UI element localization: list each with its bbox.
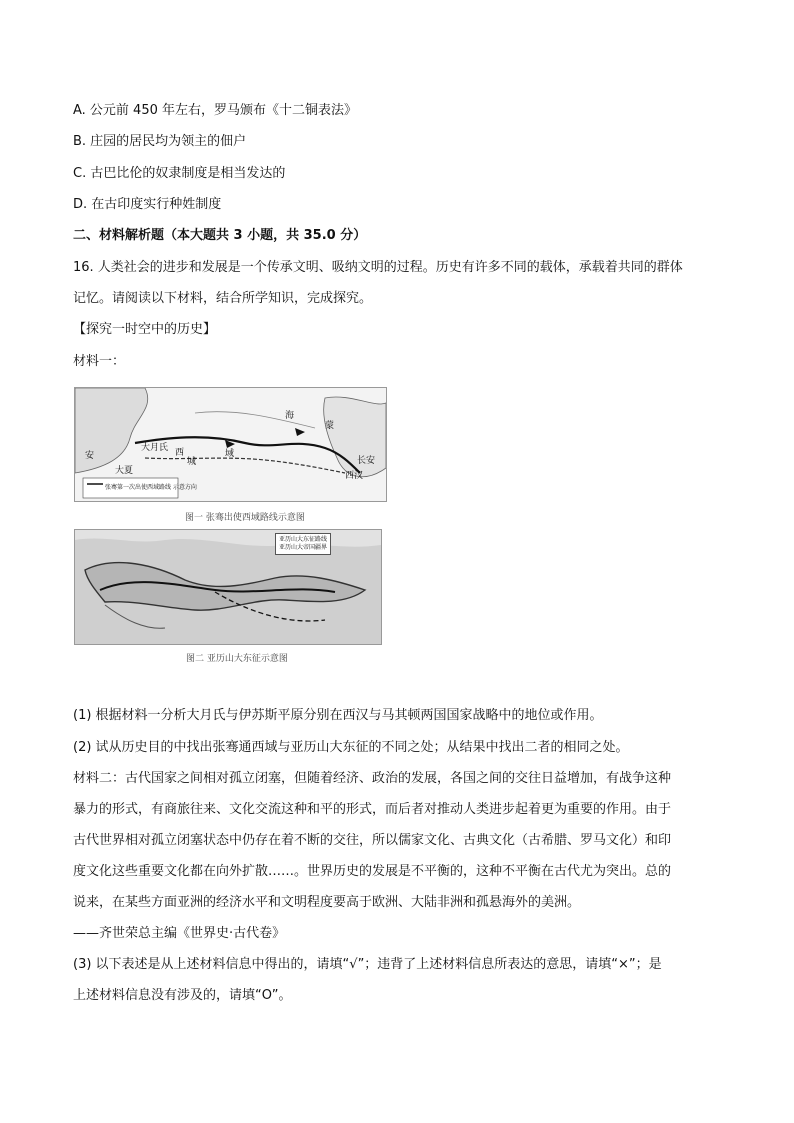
map1-label-daxia: 大夏	[115, 466, 134, 476]
sub-question-1: (1) 根据材料一分析大月氏与伊苏斯平原分别在西汉与马其顿两国国家战略中的地位或作用。	[73, 708, 603, 723]
map2-legend	[275, 533, 331, 555]
material1-label: 材料一：	[73, 354, 126, 369]
map1-caption: 图一 张骞出使西域路线示意图	[185, 513, 305, 523]
section-heading: 二、材料解析题（本大题共 3 小题，共 35.0 分）	[73, 228, 367, 243]
map-zhang-qian-route	[74, 387, 387, 502]
map1-label-xihan: 西汉	[345, 471, 364, 481]
map1-label-xi: 西	[175, 448, 185, 458]
map1-legend: 张骞第一次出使西域路线 示意方向	[105, 484, 197, 491]
sub-question-2: (2) 试从历史目的中找出张骞通西域与亚历山大东征的不同之处；从结果中找出二者的相同之处。	[73, 740, 629, 755]
map2-graphic	[75, 530, 381, 644]
map2-caption: 图二 亚历山大东征示意图	[186, 654, 288, 664]
map1-label-changan: 长安	[357, 456, 376, 466]
material2-line1: 材料二：古代国家之间相对孤立闭塞，但随着经济、政治的发展，各国之间的交往日益增加，有战争这种	[73, 771, 672, 786]
sub-question-3-line1: (3) 以下表述是从上述材料信息中得出的，请填“√”；违背了上述材料信息所表达的意思，请填“×”；是	[73, 957, 662, 972]
map1-label-yu: 域	[225, 449, 235, 459]
map2-legend-route: 亚历山大东征路线	[279, 536, 328, 543]
q16-intro-line1: 16. 人类社会的进步和发展是一个传承文明、吸纳文明的过程。历史有许多不同的载体，承载着共同的群体	[73, 260, 683, 275]
map2-legend-border: 亚历山大帝国疆界	[279, 544, 328, 551]
map1-label-hai: 海	[285, 411, 295, 421]
sub-question-3-line2: 上述材料信息没有涉及的，请填“O”。	[73, 988, 292, 1003]
map-alexander-campaign	[74, 529, 382, 645]
option-b: B. 庄园的居民均为领主的佃户	[73, 134, 247, 149]
material2-line5: 说来，在某些方面亚洲的经济水平和文明程度要高于欧洲、大陆非洲和孤悬海外的美洲。	[73, 895, 581, 910]
map1-label-meng: 蒙	[325, 421, 335, 431]
map1-label-dayuezhi: 大月氏	[141, 443, 169, 453]
material2-line4: 度文化这些重要文化都在向外扩散……。世界历史的发展是不平衡的，这种不平衡在古代尤为突出。总的	[73, 864, 672, 879]
material2-source: ——齐世荣总主编《世界史·古代卷》	[73, 926, 286, 941]
q16-intro-line2: 记忆。请阅读以下材料，结合所学知识，完成探究。	[73, 291, 373, 306]
option-d: D. 在古印度实行种姓制度	[73, 197, 222, 212]
map1-label-cheng: 城	[187, 457, 197, 467]
material2-line3: 古代世界相对孤立闭塞状态中仍存在着不断的交往，所以儒家文化、古典文化（古希腊、罗马文化）和印	[73, 833, 672, 848]
explore-title: 【探究一时空中的历史】	[73, 322, 217, 337]
option-c: C. 古巴比伦的奴隶制度是相当发达的	[73, 166, 286, 181]
option-a: A. 公元前 450 年左右，罗马颁布《十二铜表法》	[73, 103, 358, 118]
material2-line2: 暴力的形式，有商旅往来、文化交流这种和平的形式，而后者对推动人类进步起着更为重要的作用。由于	[73, 802, 672, 817]
map1-label-an: 安	[85, 451, 95, 461]
